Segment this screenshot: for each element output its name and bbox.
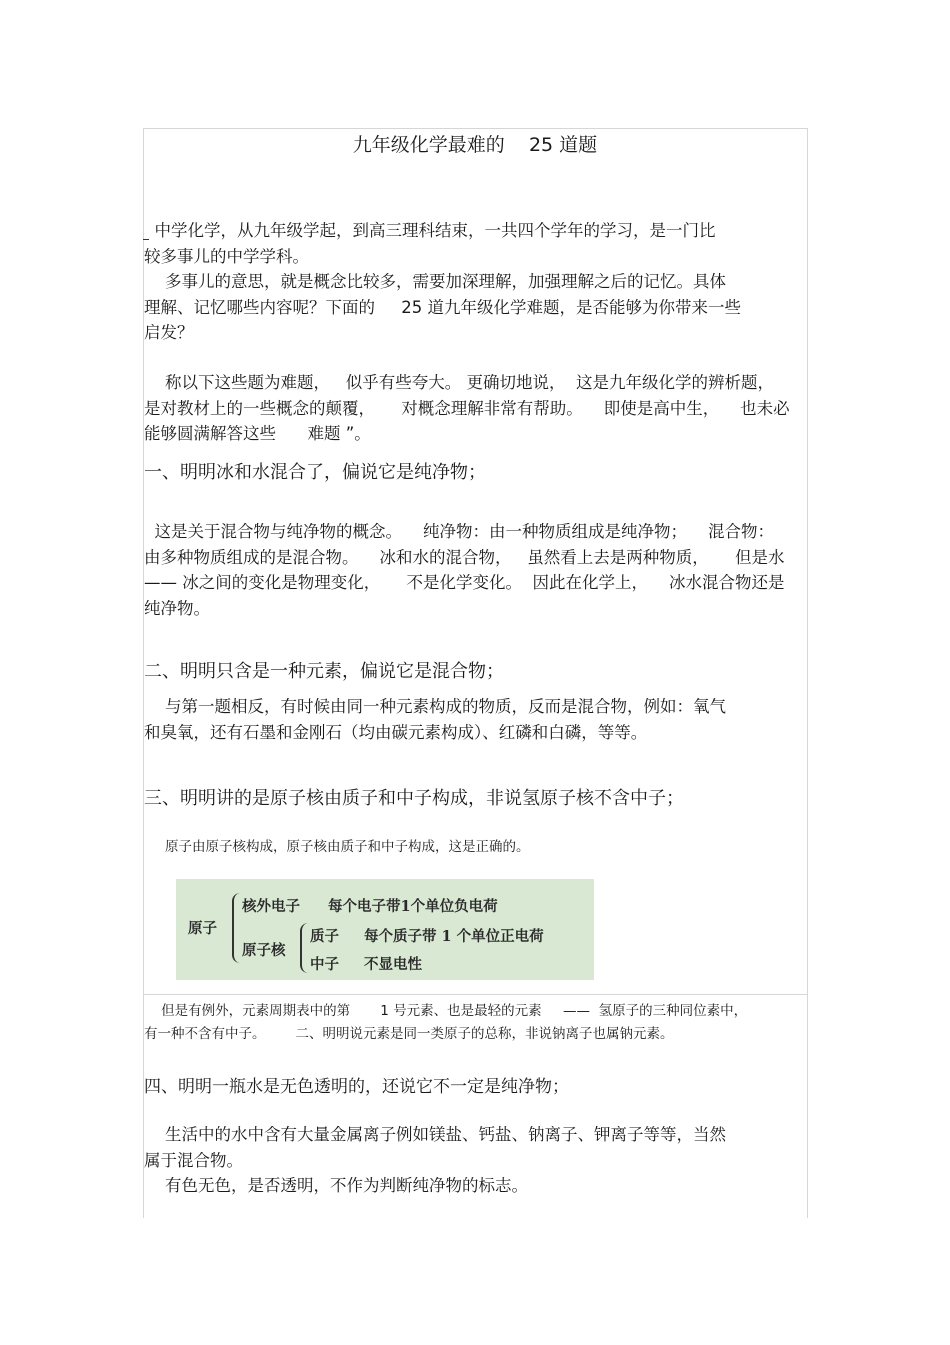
- intro-paragraph-1: [144, 218, 804, 269]
- text-line: 称以下这些题为难题， 似乎有些夸大。 更确切地说， 这是九年级化学的辨析题，: [144, 373, 774, 392]
- text-line: 和臭氧，还有石墨和金刚石（均由碳元素构成）、红磷和白磷，等等。: [144, 722, 648, 742]
- question-1-heading: 一、明明冰和水混合了，偏说它是纯净物；: [144, 462, 486, 483]
- figure-neutron-desc: 不显电性: [364, 956, 422, 973]
- text-line: 多事儿的意思，就是概念比较多，需要加深理解，加强理解之后的记忆。具体: [144, 272, 726, 291]
- figure-brace-inner: [300, 923, 308, 973]
- text-line: 这是关于混合物与纯净物的概念。 纯净物：由一种物质组成是纯净物； 混合物：: [144, 522, 774, 541]
- intro-paragraph-3: [144, 370, 804, 447]
- text-line: 是对教材上的一些概念的颠覆， 对概念理解非常有帮助。 即使是高中生， 也未必: [144, 398, 790, 418]
- figure-electron-desc: 每个电子带1个单位负电荷: [328, 898, 498, 915]
- page-title: 九年级化学最难的 25 道题: [352, 134, 598, 156]
- text-line: 与第一题相反，有时候由同一种元素构成的物质，反而是混合物，例如：氧气: [144, 697, 726, 716]
- text-line: 能够圆满解答这些 难题 ”。: [144, 424, 371, 443]
- text-line: 有一种不含有中子。 二、明明说元素是同一类原子的总称，非说钠离子也属钠元素。: [144, 1026, 674, 1042]
- text-line: 纯净物。: [144, 598, 210, 618]
- text-line: 由多种物质组成的是混合物。 冰和水的混合物， 虽然看上去是两种物质， 但是水: [144, 547, 785, 567]
- intro-paragraph-2: [144, 269, 804, 346]
- figure-proton-desc: 每个质子带 1 个单位正电荷: [364, 928, 544, 945]
- text-line: 有色无色，是否透明，不作为判断纯净物的标志。: [144, 1176, 528, 1195]
- question-2-heading: 二、明明只含是一种元素，偏说它是混合物；: [144, 661, 504, 682]
- text-line: 启发？: [144, 323, 194, 342]
- figure-electron-label: 核外电子: [242, 898, 300, 915]
- text-line: 但是有例外，元素周期表中的第 1 号元素、也是最轻的元素 —— 氢原子的三种同位素中，: [144, 1003, 748, 1019]
- frame-divider: [143, 994, 807, 995]
- figure-nucleus-label: 原子核: [242, 942, 286, 959]
- question-3-note: 原子由原子核构成，原子核由质子和中子构成，这是正确的。: [165, 839, 530, 855]
- atom-structure-figure: [176, 879, 594, 980]
- text-line: —— 冰之间的变化是物理变化， 不是化学变化。 因此在化学上， 冰水混合物还是: [144, 573, 785, 592]
- figure-proton-label: 质子: [310, 928, 339, 945]
- text-line: 较多事儿的中学学科。: [144, 246, 309, 266]
- question-4-heading: 四、明明一瓶水是无色透明的，还说它不一定是纯净物；: [144, 1077, 569, 1097]
- text-line: 中学化学，从九年级学起，到高三理科结束，一共四个学年的学习，是一门比: [144, 221, 716, 240]
- figure-atom-label: 原子: [188, 920, 217, 937]
- figure-neutron-label: 中子: [310, 956, 339, 973]
- question-2-body: [144, 694, 804, 745]
- question-1-body: [144, 519, 804, 621]
- text-line: 生活中的水中含有大量金属离子例如镁盐、钙盐、钠离子、钾离子等等，当然: [144, 1125, 726, 1144]
- frame-top-rule: [143, 128, 807, 129]
- text-line: 理解、记忆哪些内容呢？下面的 25 道九年级化学难题，是否能够为你带来一些: [144, 297, 741, 317]
- question-3-exception: [144, 1000, 804, 1046]
- text-line: 属于混合物。: [144, 1150, 243, 1170]
- figure-brace-outer: [232, 893, 240, 963]
- question-4-body: [144, 1122, 804, 1199]
- question-3-heading: 三、明明讲的是原子核由质子和中子构成，非说氢原子核不含中子；: [144, 788, 684, 809]
